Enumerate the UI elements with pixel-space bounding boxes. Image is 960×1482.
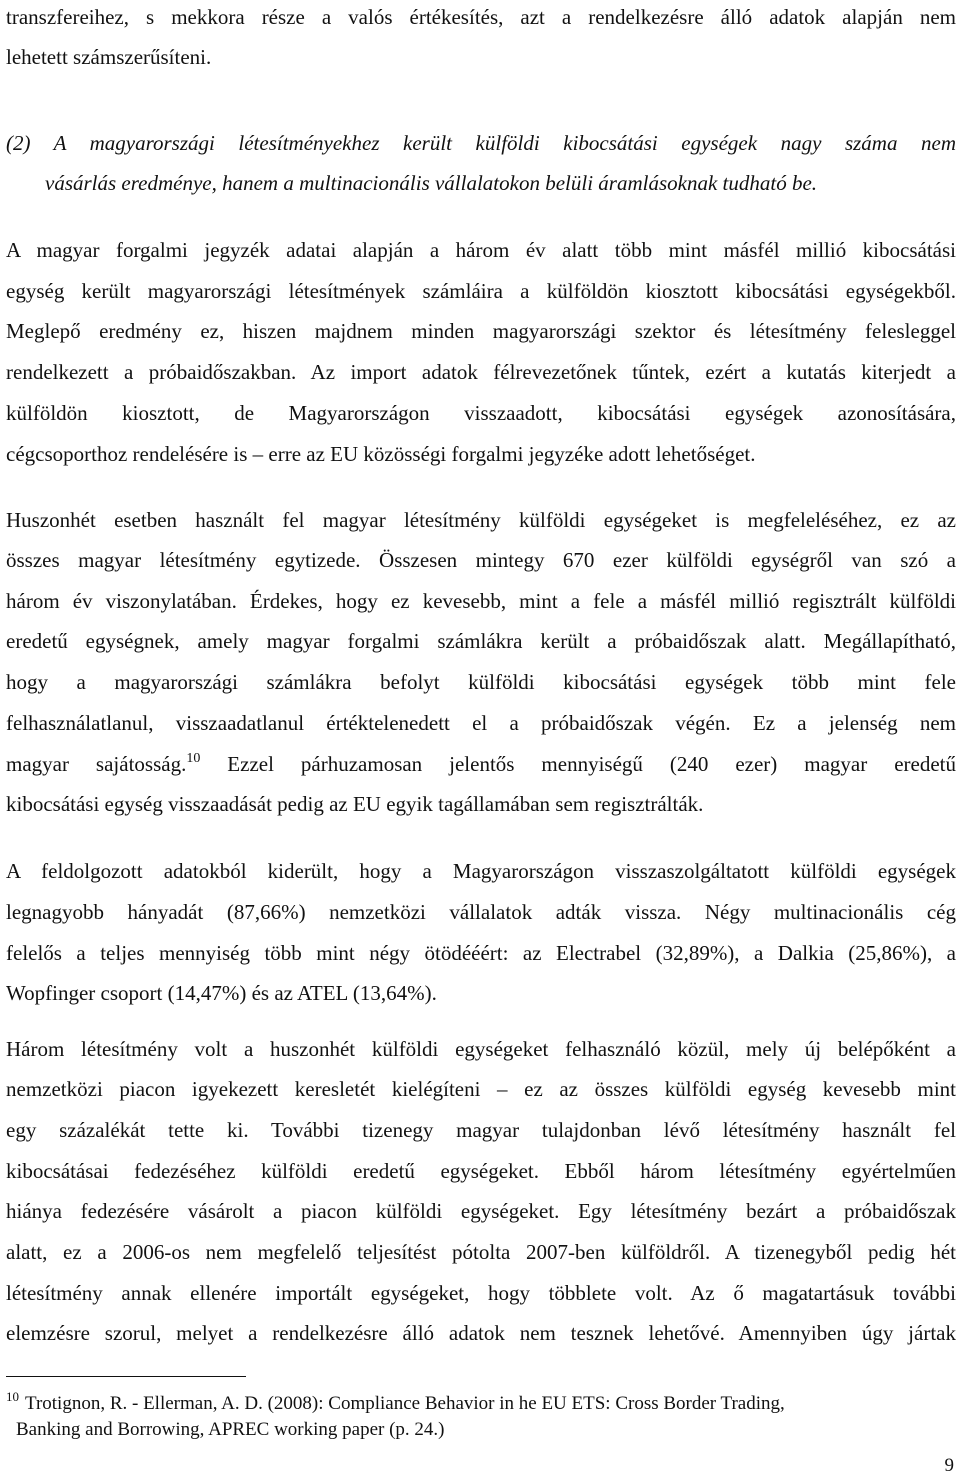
text-line: A magyar forgalmi jegyzék adatai alapján a három év alatt több mint másfél millió kibocsátási	[6, 238, 956, 262]
text-line: Meglepő eredmény ez, hiszen majdnem minden magyarországi szektor és létesítmény felesleggel	[6, 319, 956, 343]
text-line: hiánya fedezésére vásárolt a piacon külföldi egységeket. Egy létesítmény bezárt a próbaidőszak	[6, 1199, 956, 1223]
text-segment: magyar sajátosság.	[6, 752, 187, 776]
text-line: felhasználatlanul, visszaadatlanul értéktelenedett el a próbaidőszak végén. Ez a jelenség nem	[6, 711, 956, 735]
text-line: Három létesítmény volt a huszonhét külföldi egységeket felhasználó közül, mely új belépőként a	[6, 1037, 956, 1061]
footnote-separator	[6, 1376, 246, 1377]
text-line: összes magyar létesítmény egytizede. Összesen mintegy 670 ezer külföldi egységről van szó a	[6, 548, 956, 572]
text-line: egység került magyarországi létesítmények számláira a külföldön kiosztott kibocsátási egységekből.	[6, 279, 956, 303]
text-line: felelős a teljes mennyiség több mint négy ötödééért: az Electrabel (32,89%), a Dalkia (25,86%), a	[6, 941, 956, 965]
footnote-text: Trotignon, R. - Ellerman, A. D. (2008): Compliance Behavior in he EU ETS: Cross Border Trading,	[25, 1393, 785, 1414]
footnote	[6, 1389, 956, 1416]
text-line: létesítmény annak ellenére importált egységeket, hogy többlete volt. Az ő magatartásuk további	[6, 1281, 956, 1305]
text-line: A feldolgozott adatokból kiderült, hogy a Magyarországon visszaszolgáltatott külföldi egységek	[6, 859, 956, 883]
text-line: cégcsoporthoz rendelésére is – erre az EU közösségi forgalmi jegyzéke adott lehetőséget.	[6, 442, 756, 466]
page-number: 9	[944, 1455, 954, 1476]
text-line: kibocsátásai fedezéséhez külföldi eredetű egységeket. Ebből három létesítmény egyértelműen	[6, 1159, 956, 1183]
footnote-text: Banking and Borrowing, APREC working paper (p. 24.)	[16, 1419, 445, 1440]
text-line: lehetett számszerűsíteni.	[6, 45, 212, 69]
text-line: Wopfinger csoport (14,47%) és az ATEL (13,64%).	[6, 981, 437, 1005]
footnote-reference[interactable]: 10	[186, 751, 201, 766]
text-line: három év viszonylatában. Érdekes, hogy ez kevesebb, mint a fele a másfél millió regisztrált külföldi	[6, 589, 956, 613]
text-line: alatt, ez a 2006-os nem megfelelő teljesítést pótolta 2007-ben külföldről. A tizenegyből pedig hét	[6, 1240, 956, 1264]
text-line: legnagyobb hányadát (87,66%) nemzetközi vállalatok adták vissza. Négy multinacionális cég	[6, 900, 956, 924]
text-line: eredetű egységnek, amely magyar forgalmi számlákra került a próbaidőszak alatt. Megállapítható,	[6, 629, 956, 653]
text-line: hogy a magyarországi számlákra befolyt külföldi kibocsátási egységek több mint fele	[6, 670, 956, 694]
text-line: nemzetközi piacon igyekezett keresletét kielégíteni – ez az összes külföldi egység kevesebb mint	[6, 1077, 956, 1101]
text-segment: Ezzel párhuzamosan jelentős mennyiségű (240 ezer) magyar eredetű	[200, 752, 956, 776]
text-line: rendelkezett a próbaidőszakban. Az import adatok félrevezetőnek tűntek, ezért a kutatás kiterjedt a	[6, 360, 956, 384]
text-line: külföldön kiosztott, de Magyarországon visszaadott, kibocsátási egységek azonosítására,	[6, 401, 956, 425]
text-line: transzfereihez, s mekkora része a valós értékesítés, azt a rendelkezésre álló adatok alapján nem	[6, 5, 956, 29]
text-line	[6, 751, 956, 777]
footnote-number: 10	[6, 1389, 19, 1404]
text-line: vásárlás eredménye, hanem a multinacionális vállalatokon belüli áramlásoknak tudható be.	[45, 171, 818, 195]
text-line: egy százalékát tette ki. További tizenegy magyar tulajdonban lévő létesítmény használt fel	[6, 1118, 956, 1142]
text-line: (2) A magyarországi létesítményekhez került külföldi kibocsátási egységek nagy száma nem	[6, 131, 956, 155]
text-line: elemzésre szorul, melyet a rendelkezésre álló adatok nem tesznek lehetővé. Amennyiben úgy jártak	[6, 1321, 956, 1345]
text-line: kibocsátási egység visszaadását pedig az EU egyik tagállamában sem regisztrálták.	[6, 792, 704, 816]
text-line: Huszonhét esetben használt fel magyar létesítmény külföldi egységeket is megfeleléséhez, ez az	[6, 508, 956, 532]
